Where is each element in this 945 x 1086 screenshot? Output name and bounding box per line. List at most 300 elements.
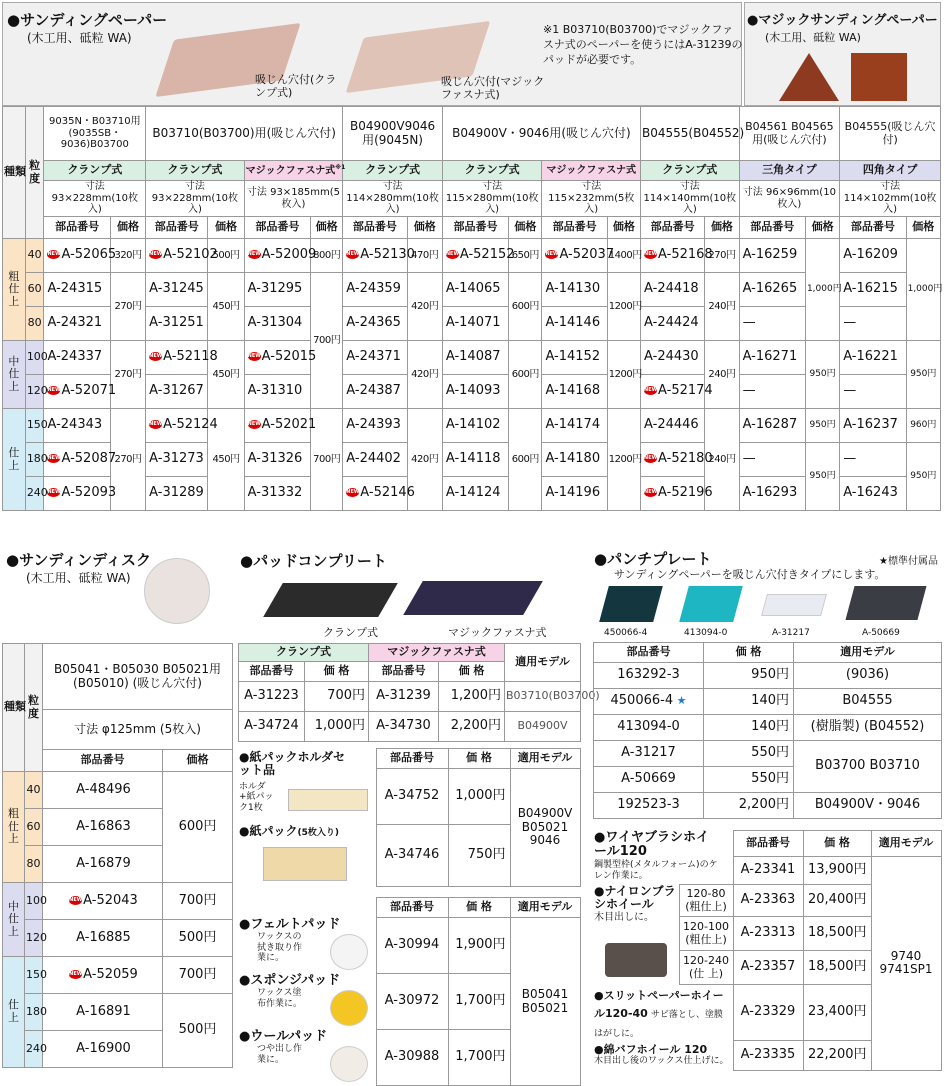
part-cell <box>542 443 607 477</box>
col-price: 価 格 <box>305 662 369 682</box>
part-cell: A-16243 <box>840 477 906 511</box>
disc-image <box>144 558 210 624</box>
new-badge: NEW <box>149 421 163 428</box>
col-part-no: 部品番号 <box>840 217 906 239</box>
new-badge: NEW <box>445 251 459 258</box>
new-badge: NEW <box>545 251 559 258</box>
size: 寸法 96×96mm(10枚入) <box>739 181 840 217</box>
col-part-no: 部品番号 <box>244 217 310 239</box>
sanding-paper-title: ●サンディングペーパー <box>7 11 168 29</box>
part-number: A-31273 <box>149 451 204 467</box>
part-cell <box>244 375 310 409</box>
price-cell: 2,200円 <box>704 793 794 819</box>
table-row <box>593 831 941 857</box>
price-cell: 23,400円 <box>803 985 871 1041</box>
slit-desc: サビ落とし、塗膜はがしに。 <box>594 1010 723 1039</box>
part-number: A-14130 <box>545 281 601 297</box>
part-number: A-24365 <box>346 315 401 331</box>
price-cell: 700円 <box>311 273 343 409</box>
new-badge: NEW <box>69 970 83 977</box>
punch-table <box>593 642 942 819</box>
grit-cell: 120-100 (粗仕上) <box>679 917 733 951</box>
col-model: 適用モデル <box>871 831 941 857</box>
part-number: A-52071 <box>61 383 117 399</box>
felt-item-title: ●スポンジパッド <box>239 972 341 988</box>
grit: 180 <box>25 994 43 1031</box>
part-number: A-24315 <box>47 281 103 297</box>
part-number: A-16900 <box>76 1040 131 1056</box>
grit: 100 <box>25 883 43 920</box>
price-cell: 420円 <box>407 409 442 511</box>
model-cell: (樹脂製) (B04552) <box>794 715 942 741</box>
paperpack-cell <box>238 825 376 887</box>
magic-pad-image <box>403 581 543 615</box>
part-cell: — <box>739 443 805 477</box>
col-part-no: 部品番号 <box>641 217 705 239</box>
part-cell: 163292-3 <box>594 663 704 689</box>
part-cell <box>343 239 415 273</box>
part-number: A-52021 <box>261 417 317 433</box>
part-number: A-52180 <box>658 451 713 467</box>
disc-model: B05041・B05030 B05021用 (B05010) (吸じん穴付) <box>43 644 233 710</box>
punch-image-4 <box>845 586 926 620</box>
price-cell: 18,500円 <box>803 917 871 951</box>
table-row <box>238 918 580 974</box>
part-cell: A-16221 <box>840 341 906 375</box>
part-cell <box>44 273 110 307</box>
part-cell <box>44 443 117 477</box>
col-price: 価格 <box>805 217 839 239</box>
new-badge: NEW <box>47 455 61 462</box>
part-number: A-14196 <box>545 485 601 501</box>
part-cell: A-50669 <box>594 767 704 793</box>
new-badge: NEW <box>47 251 61 258</box>
col-part-no: 部品番号 <box>44 217 110 239</box>
col-price: 価 格 <box>448 898 510 918</box>
wire-models: 9740 9741SP1 <box>871 857 941 1071</box>
price-cell: 1,700円 <box>448 974 510 1030</box>
adapter-note: ※1 B03710(B03700)でマジックファスナ式のペーパーを使うにはA-31239のパッドが必要です。 <box>543 23 743 66</box>
part-number: A-24430 <box>644 349 699 365</box>
model-cell: B04900V・9046 <box>794 793 942 819</box>
part-number: A-16863 <box>76 818 131 834</box>
col-price: 価 格 <box>704 643 794 663</box>
price-cell: 700円 <box>163 957 233 994</box>
col-type: 種類 <box>3 107 26 239</box>
grit: 150 <box>25 957 43 994</box>
part-cell: A-30988 <box>376 1030 448 1086</box>
grit: 120 <box>25 920 43 957</box>
part-cell <box>542 307 607 341</box>
part-cell <box>43 957 163 994</box>
grit-group: 粗仕上 <box>3 239 26 341</box>
table-row <box>594 689 942 715</box>
part-cell <box>442 443 508 477</box>
price-cell: 270円 <box>110 273 145 341</box>
part-cell: A-31239 <box>369 682 439 712</box>
col-part-no: 部品番号 <box>376 749 448 769</box>
grit: 150 <box>25 409 44 443</box>
part-cell: A-16237 <box>840 409 906 443</box>
part-cell: A-30972 <box>376 974 448 1030</box>
part-cell <box>542 409 607 443</box>
part-cell: A-16259 <box>739 239 805 273</box>
pad-magic: マジックファスナ式 <box>369 644 505 662</box>
part-number: A-52043 <box>83 892 138 908</box>
felt-item-title: ●ウールパッド <box>239 1028 328 1044</box>
part-number: A-14118 <box>445 451 501 467</box>
disc-subtitle: (木工用、砥粒 WA) <box>26 571 131 585</box>
size: 寸法 93×228mm(10枚入) <box>146 181 245 217</box>
model-9035: 9035N・B03710用(9035SB・9036)B03700 <box>44 107 146 161</box>
part-number: A-52087 <box>61 451 117 467</box>
col-price: 価格 <box>607 217 640 239</box>
part-number: A-24321 <box>47 315 103 331</box>
part-cell <box>244 409 317 443</box>
part-number: A-52093 <box>61 485 117 501</box>
nylon-desc: 木目出しに。 <box>594 912 654 924</box>
col-part-no: 部品番号 <box>542 217 607 239</box>
felt-item-title: ●フェルトパッド <box>239 916 341 932</box>
new-badge: NEW <box>644 387 658 394</box>
punch-desc: サンディングペーパーを吸じん穴付きタイプにします。 <box>614 568 886 581</box>
part-number: A-14146 <box>545 315 601 331</box>
new-badge: NEW <box>644 251 658 258</box>
part-number: A-52118 <box>163 349 218 365</box>
buff-cell <box>593 1040 733 1070</box>
new-badge: NEW <box>149 251 163 258</box>
table-row <box>3 772 233 809</box>
part-cell <box>43 883 163 920</box>
part-cell <box>442 273 508 307</box>
paperpack-holder-desc: ホルダ+紙パック1枚 <box>239 782 274 813</box>
col-price: 価格 <box>509 217 542 239</box>
col-price: 価格 <box>163 750 233 772</box>
price-cell: 1200円 <box>607 409 640 511</box>
part-cell <box>343 273 407 307</box>
spacer <box>238 898 376 918</box>
magic-paper-title: ●マジックサンディングペーパー <box>747 13 938 28</box>
part-cell <box>442 239 515 273</box>
part-number: A-52130 <box>360 247 415 263</box>
price-cell: 600円 <box>509 409 542 511</box>
col-grit: 粒度 <box>25 644 43 772</box>
part-cell <box>442 477 508 511</box>
punch-label: A-31217 <box>772 628 810 638</box>
part-number: A-31251 <box>149 315 204 331</box>
table-row <box>594 741 942 767</box>
part-number: A-52124 <box>163 417 218 433</box>
part-cell: — <box>840 307 906 341</box>
grit: 120 <box>25 375 44 409</box>
part-cell: A-23363 <box>733 885 803 917</box>
part-cell: — <box>739 375 805 409</box>
table-row <box>3 409 941 443</box>
pad-header <box>238 548 583 643</box>
part-cell <box>542 477 607 511</box>
type-clamp: クランプ式 <box>442 161 542 181</box>
magic-paper-label: 吸じん穴付(マジックファスナ式) <box>441 75 545 102</box>
sanding-paper-subtitle: (木工用、砥粒 WA) <box>27 31 132 45</box>
part-cell <box>146 273 208 307</box>
paperpack-holder-title: ●紙パックホルダセット品 <box>239 749 345 778</box>
nylon-cell <box>593 885 679 985</box>
magic-pad-label: マジックファスナ式 <box>448 626 547 639</box>
price-cell: 1,900円 <box>448 918 510 974</box>
paperpack-table <box>238 748 581 887</box>
part-cell <box>43 920 163 957</box>
paperpack-part: A-34746 <box>376 825 448 887</box>
price-cell: 950円 <box>805 341 839 409</box>
part-cell <box>343 307 407 341</box>
paperpack-models: B04900V B05021 9046 <box>510 769 580 887</box>
table-row <box>594 715 942 741</box>
part-number: A-24359 <box>346 281 401 297</box>
part-cell: A-34724 <box>239 712 305 742</box>
grit: 40 <box>25 772 43 809</box>
grit-group: 中仕上 <box>3 883 25 957</box>
size: 寸法 115×280mm(10枚入) <box>442 181 542 217</box>
part-number: A-31267 <box>149 383 204 399</box>
col-price: 価格 <box>110 217 145 239</box>
part-number: A-24387 <box>346 383 401 399</box>
price-cell: 1200円 <box>607 341 640 409</box>
part-number: A-14093 <box>445 383 501 399</box>
price-cell: 1400円 <box>607 239 640 273</box>
part-number: A-14071 <box>445 315 501 331</box>
col-part-no: 部品番号 <box>239 662 305 682</box>
table-row <box>594 793 942 819</box>
part-cell: — <box>840 375 906 409</box>
price-cell: 450円 <box>208 409 244 511</box>
price-cell: 420円 <box>407 341 442 409</box>
paperpack-holder-cell <box>238 749 376 825</box>
part-number: A-14152 <box>545 349 601 365</box>
col-price: 価 格 <box>448 749 510 769</box>
new-badge: NEW <box>247 421 261 428</box>
price-cell: 240円 <box>705 273 739 341</box>
table-row <box>239 712 581 742</box>
type-magic: マジックファスナ式$^{※1}$ <box>244 161 343 181</box>
clamp-pad-image <box>263 583 398 617</box>
part-cell <box>641 273 705 307</box>
type-square: 四角タイプ <box>840 161 941 181</box>
felt-item-desc: ワックスの拭き取り作業に。 <box>257 932 303 964</box>
part-cell <box>442 341 508 375</box>
part-cell <box>641 443 713 477</box>
part-cell: A-16271 <box>739 341 805 375</box>
table-row <box>594 663 942 689</box>
part-cell <box>542 239 615 273</box>
model-b03710: B03710(B03700)用(吸じん穴付) <box>146 107 343 161</box>
part-cell: A-16265 <box>739 273 805 307</box>
part-cell <box>244 341 317 375</box>
punch-image-2 <box>679 586 743 622</box>
part-cell <box>542 273 607 307</box>
part-number: A-24402 <box>346 451 401 467</box>
part-number: A-52037 <box>559 247 615 263</box>
punch-header <box>592 546 942 642</box>
model-cell: B03700 B03710 <box>794 741 942 793</box>
part-cell <box>343 409 407 443</box>
punch-image-3 <box>761 594 827 616</box>
clamp-paper-label: 吸じん穴付(クランプ式) <box>255 73 337 100</box>
part-cell <box>244 307 310 341</box>
part-cell <box>44 477 117 511</box>
felt-item-image <box>330 1046 368 1082</box>
table-row <box>3 239 941 273</box>
type-triangle: 三角タイプ <box>739 161 840 181</box>
grit-group: 粗仕上 <box>3 772 25 883</box>
felt-item-image <box>330 990 368 1026</box>
part-cell <box>146 375 208 409</box>
disc-header <box>2 543 232 643</box>
slit-cell <box>593 985 733 1041</box>
part-number: A-14174 <box>545 417 601 433</box>
part-number: A-14180 <box>545 451 601 467</box>
price-cell: 2,200円 <box>439 712 505 742</box>
new-badge: NEW <box>644 455 658 462</box>
part-number: A-52015 <box>261 349 317 365</box>
new-badge: NEW <box>149 353 163 360</box>
paperpack-price: 1,000円 <box>448 769 510 825</box>
model-cell: B03710(B03700) <box>505 682 581 712</box>
grit: 60 <box>25 809 43 846</box>
part-number: A-24446 <box>644 417 699 433</box>
felt-item <box>238 974 376 1030</box>
price-cell: 600円 <box>509 341 542 409</box>
price-cell: 450円 <box>208 341 244 409</box>
col-price: 価格 <box>906 217 940 239</box>
col-part-no: 部品番号 <box>43 750 163 772</box>
part-cell: A-31217 <box>594 741 704 767</box>
part-cell <box>542 375 607 409</box>
part-cell <box>146 477 208 511</box>
grit: 60 <box>25 273 44 307</box>
table-row <box>3 273 941 307</box>
part-number: A-24424 <box>644 315 699 331</box>
felt-table <box>238 897 581 1086</box>
paperpack-title: ●紙パック(5枚入り) <box>239 823 339 838</box>
wire-title: ●ワイヤブラシホイール120 <box>594 829 709 860</box>
price-cell: 1200円 <box>607 273 640 341</box>
price-cell: 320円 <box>110 239 145 273</box>
price-cell: 700円 <box>305 682 369 712</box>
part-number: A-24393 <box>346 417 401 433</box>
price-cell: 13,900円 <box>803 857 871 885</box>
grit-group: 中仕上 <box>3 341 26 409</box>
col-model: 適用モデル <box>510 749 580 769</box>
col-part-no: 部品番号 <box>739 217 805 239</box>
part-cell: A-34730 <box>369 712 439 742</box>
sanding-paper-table <box>2 106 941 511</box>
sanding-paper-header <box>2 2 742 106</box>
part-number: A-24343 <box>47 417 103 433</box>
square-paper-image <box>851 53 907 101</box>
table-row <box>239 682 581 712</box>
price-cell: 960円 <box>906 409 940 443</box>
price-cell: 1,000円 <box>305 712 369 742</box>
col-price: 価格 <box>407 217 442 239</box>
price-cell: 22,200円 <box>803 1040 871 1070</box>
table-row <box>3 957 233 994</box>
part-number: A-52059 <box>83 966 138 982</box>
new-badge: NEW <box>47 489 61 496</box>
new-badge: NEW <box>47 387 61 394</box>
felt-item <box>238 918 376 974</box>
pad-title: ●パッドコンプリート <box>240 552 387 570</box>
price-cell: 700円 <box>311 409 343 511</box>
model-b04900v-9046: B04900V・9046用(吸じん穴付) <box>442 107 640 161</box>
part-number: A-52102 <box>163 247 218 263</box>
punch-label: A-50669 <box>862 628 900 638</box>
part-cell <box>44 409 110 443</box>
part-number: A-14124 <box>445 485 501 501</box>
part-cell <box>43 994 163 1031</box>
part-cell: A-23313 <box>733 917 803 951</box>
part-cell: — <box>739 307 805 341</box>
model-b04900v: B04900V9046用(9045N) <box>343 107 443 161</box>
part-number: A-31310 <box>247 383 303 399</box>
col-model: 適用モデル <box>510 898 580 918</box>
grit: 80 <box>25 846 43 883</box>
price-cell: 1,000円 <box>805 239 839 341</box>
punch-star-note: ★標準付属品 <box>879 556 938 567</box>
price-cell: 18,500円 <box>803 951 871 985</box>
part-number: A-52196 <box>658 485 713 501</box>
magic-paper-header <box>744 2 941 106</box>
disc-title: ●サンディンディスク <box>6 551 151 569</box>
part-cell <box>641 375 713 409</box>
part-number: A-31289 <box>149 485 204 501</box>
part-cell <box>44 375 117 409</box>
col-price: 価 格 <box>803 831 871 857</box>
price-cell: 550円 <box>704 741 794 767</box>
col-model: 適用モデル <box>794 643 942 663</box>
nylon-title: ●ナイロンブラシホイール <box>594 883 676 912</box>
part-cell <box>146 443 208 477</box>
grit-cell: 120-80 (粗仕上) <box>679 885 733 917</box>
part-cell <box>641 239 713 273</box>
col-price: 価 格 <box>439 662 505 682</box>
price-cell: 700円 <box>163 883 233 920</box>
grit: 40 <box>25 239 44 273</box>
part-cell <box>43 772 163 809</box>
price-cell: 950円 <box>704 663 794 689</box>
wire-title-cell <box>593 831 733 885</box>
part-cell <box>343 477 415 511</box>
punch-image-1 <box>599 586 663 622</box>
part-cell <box>542 341 607 375</box>
size: 寸法 115×232mm(5枚入) <box>542 181 641 217</box>
part-cell <box>343 375 407 409</box>
price-cell: 500円 <box>208 239 244 273</box>
pad-table <box>238 643 600 742</box>
type-magic: マジックファスナ式 <box>542 161 641 181</box>
size: 寸法114×102mm(10枚入) <box>840 181 941 217</box>
paperpack-part: A-34752 <box>376 769 448 825</box>
model-cell: (9036) <box>794 663 942 689</box>
part-cell: A-23357 <box>733 951 803 985</box>
part-cell: 413094-0 <box>594 715 704 741</box>
price-cell: 140円 <box>704 689 794 715</box>
part-number: A-16879 <box>76 855 131 871</box>
col-part-no: 部品番号 <box>369 662 439 682</box>
price-cell: 270円 <box>110 409 145 511</box>
part-cell <box>343 341 407 375</box>
col-price: 価格 <box>705 217 739 239</box>
col-part-no: 部品番号 <box>442 217 508 239</box>
